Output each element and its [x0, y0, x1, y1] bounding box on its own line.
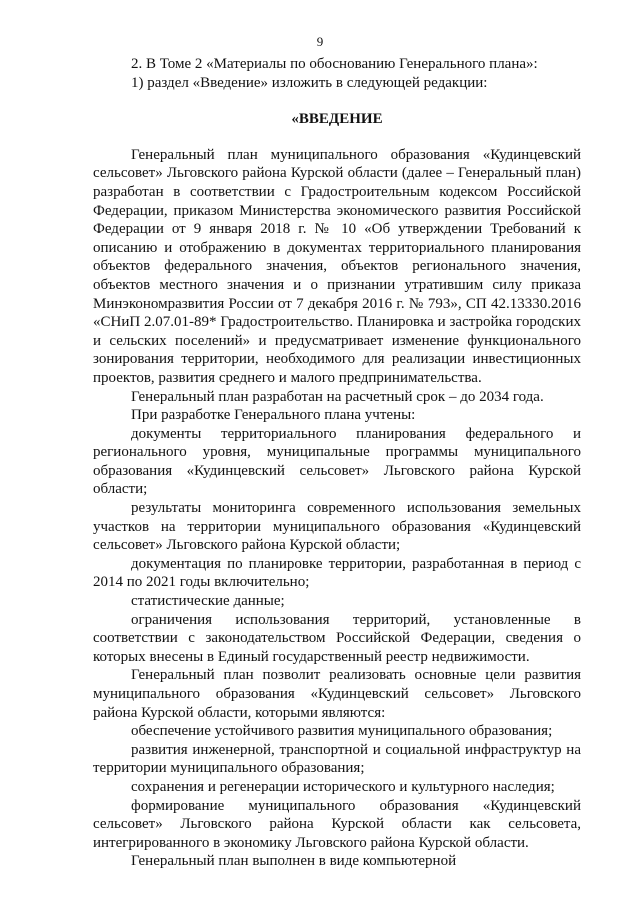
page-number: 9	[316, 34, 324, 49]
list-item-monitoring: результаты мониторинга современного использования земельных участков на территории муниципального образования «Кудинцевский сельсовет» Льговского района Курской области;	[93, 500, 581, 554]
list-item-planning-docs: документация по планировке территории, разработанная в период с 2014 по 2021 годы включительно;	[93, 555, 581, 591]
paragraph-term: Генеральный план разработан на расчетный срок – до 2034 года.	[131, 388, 544, 405]
paragraph-considered: При разработке Генерального плана учтены:	[131, 407, 416, 424]
paragraph-goals: Генеральный план позволит реализовать основные цели развития муниципального образования «Кудинцевский сельсовет» Льговского района Курской области, которыми являются:	[93, 667, 581, 721]
paragraph-general-plan: Генеральный план муниципального образования «Кудинцевский сельсовет» Льговского района Курской области (далее – Генеральный план) разработан в соответствии с Градостроительным кодексом Российской Федерации, приказом Министерства экономического развития Российской Федерации от 9 января 2018 г. № 10 «Об утверждении Требований к описанию и отображению в документах территориального планирования объектов федерального значения, объектов регионального значения, объектов местного значения и о признании утратившим силу приказа Минэкономразвития России от 7 декабря 2016 г. № 793», СП 42.13330.2016 «СНиП 2.07.01-89* Градостроительство. Планировка и застройка городских и сельских поселений» и предусматривает изменение функционального зонирования территории, необходимого для реализации инвестиционных проектов, развития среднего и малого предпринимательства.	[93, 146, 581, 386]
list-item-infrastructure: развития инженерной, транспортной и социальной инфраструктур на территории муниципального образования;	[93, 741, 581, 777]
document-body	[93, 55, 581, 871]
intro-line-2: 1) раздел «Введение» изложить в следующей редакции:	[131, 74, 488, 91]
list-item-statistics: статистические данные;	[131, 593, 285, 610]
list-item-sustainable: обеспечение устойчивого развития муниципального образования;	[131, 723, 553, 740]
intro-line-1: 2. В Томе 2 «Материалы по обоснованию Генерального плана»:	[131, 56, 538, 72]
list-item-integration: формирование муниципального образования «Кудинцевский сельсовет» Льговского района Курской области как сельсовета, интегрированного в экономику Льговского района Курской области.	[93, 797, 581, 851]
list-item-documents: документы территориального планирования федерального и регионального уровня, муниципальные программы муниципального образования «Кудинцевский сельсовет» Льговского района Курской области;	[93, 425, 581, 498]
list-item-heritage: сохранения и регенерации исторического и культурного наследия;	[131, 778, 555, 795]
list-item-restrictions: ограничения использования территорий, установленные в соответствии с законодательством Российской Федерации, сведения о которых внесены в Единый государственный реестр недвижимости.	[93, 611, 581, 665]
section-heading: «ВВЕДЕНИЕ	[291, 111, 383, 128]
paragraph-format: Генеральный план выполнен в виде компьютерной	[131, 853, 457, 870]
